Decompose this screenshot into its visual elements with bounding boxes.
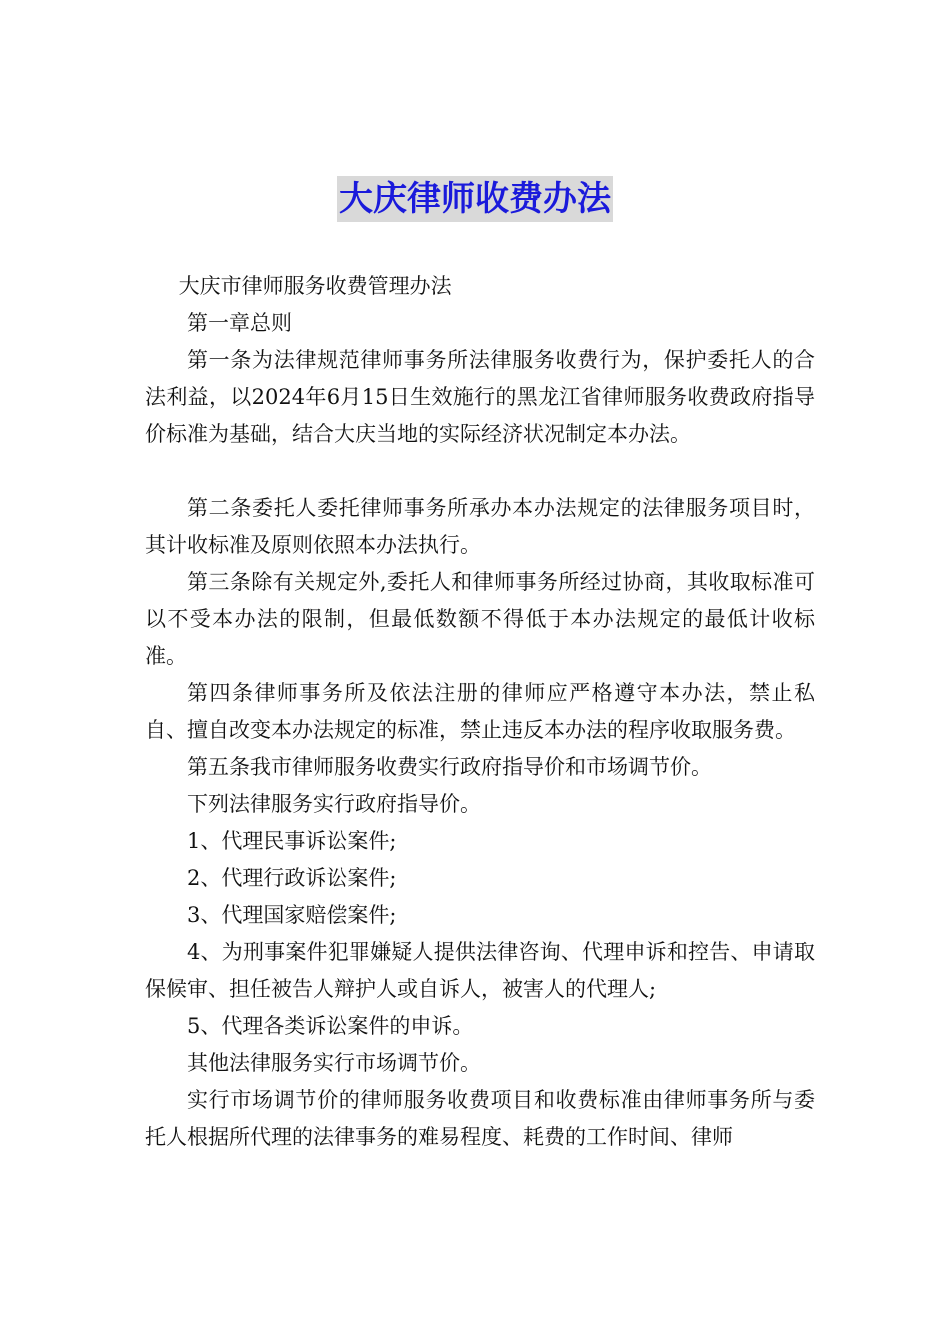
article-2: 第二条委托人委托律师事务所承办本办法规定的法律服务项目时，其计收标准及原则依照本办法执行。 xyxy=(145,496,815,557)
list-item: 4、为刑事案件犯罪嫌疑人提供法律咨询、代理申诉和控告、申请取保候审、担任被告人辩护人或自诉人，被害人的代理人; xyxy=(145,940,815,1001)
list-item: 3、代理国家赔偿案件; xyxy=(187,903,397,927)
market-price-paragraph: 其他法律服务实行市场调节价。 xyxy=(187,1051,481,1075)
list-intro: 下列法律服务实行政府指导价。 xyxy=(187,792,481,816)
article-1: 第一条为法律规范律师事务所法律服务收费行为，保护委托人的合法利益，以2024年6月15日生效施行的黑龙江省律师服务收费政府指导价标准为基础，结合大庆当地的实际经济状况制定本办法。 xyxy=(145,348,815,446)
article-5: 第五条我市律师服务收费实行政府指导价和市场调节价。 xyxy=(187,755,712,779)
article-4: 第四条律师事务所及依法注册的律师应严格遵守本办法，禁止私自、擅自改变本办法规定的标准，禁止违反本办法的程序收取服务费。 xyxy=(145,681,815,742)
document-title: 大庆律师收费办法 xyxy=(337,176,613,222)
market-price-detail: 实行市场调节价的律师服务收费项目和收费标准由律师事务所与委托人根据所代理的法律事务的难易程度、耗费的工作时间、律师 xyxy=(145,1088,815,1149)
subtitle-paragraph: 大庆市律师服务收费管理办法 xyxy=(178,274,452,298)
title-area xyxy=(0,176,950,222)
document-body xyxy=(145,268,815,1156)
list-item: 1、代理民事诉讼案件; xyxy=(187,829,397,853)
list-item: 5、代理各类诉讼案件的申诉。 xyxy=(187,1014,474,1038)
paragraph-gap xyxy=(145,453,815,490)
article-3: 第三条除有关规定外,委托人和律师事务所经过协商，其收取标准可以不受本办法的限制，但最低数额不得低于本办法规定的最低计收标准。 xyxy=(145,570,815,668)
chapter-heading: 第一章总则 xyxy=(187,311,292,335)
list-item: 2、代理行政诉讼案件; xyxy=(187,866,397,890)
